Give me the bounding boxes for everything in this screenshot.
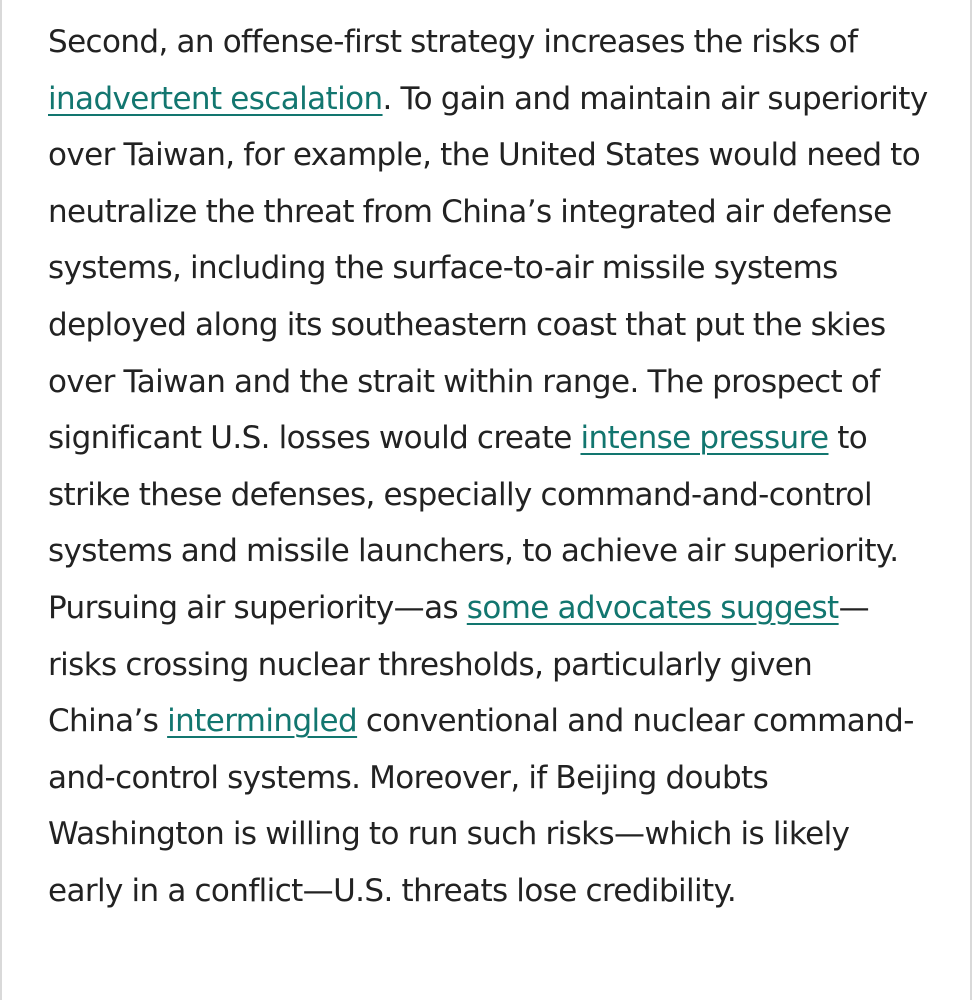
paragraph-text: to strike these defenses, especially command-and-control systems and missile launchers, to achieve air superiority. Pursuing air superiority—as xyxy=(48,420,899,626)
article-body xyxy=(48,14,928,920)
paragraph-text: Second, an offense-first strategy increases the risks of xyxy=(48,24,858,60)
link-intense-pressure[interactable]: intense pressure xyxy=(580,420,829,457)
paragraph-text: conventional and nuclear command-and-control systems. Moreover, if Beijing doubts Washington is willing to run such risks—which is likely early in a conflict—U.S. threats lose credibility. xyxy=(48,703,914,909)
link-intermingled[interactable]: intermingled xyxy=(167,703,358,740)
page-left-border xyxy=(0,0,2,1000)
link-inadvertent-escalation[interactable]: inadvertent escalation xyxy=(48,80,383,117)
paragraph-text: —risks crossing nuclear thresholds, particularly given China’s xyxy=(48,589,870,740)
article-paragraph xyxy=(48,14,928,920)
link-some-advocates-suggest[interactable]: some advocates suggest xyxy=(466,589,839,626)
paragraph-text: . To gain and maintain air superiority over Taiwan, for example, the United States would need to neutralize the threat from China’s integrated air defense systems, including the surface-to-air missile systems deployed along its southeastern coast that put the skies over Taiwan and the strait within range. The prospect of significant U.S. losses would create xyxy=(48,80,928,457)
